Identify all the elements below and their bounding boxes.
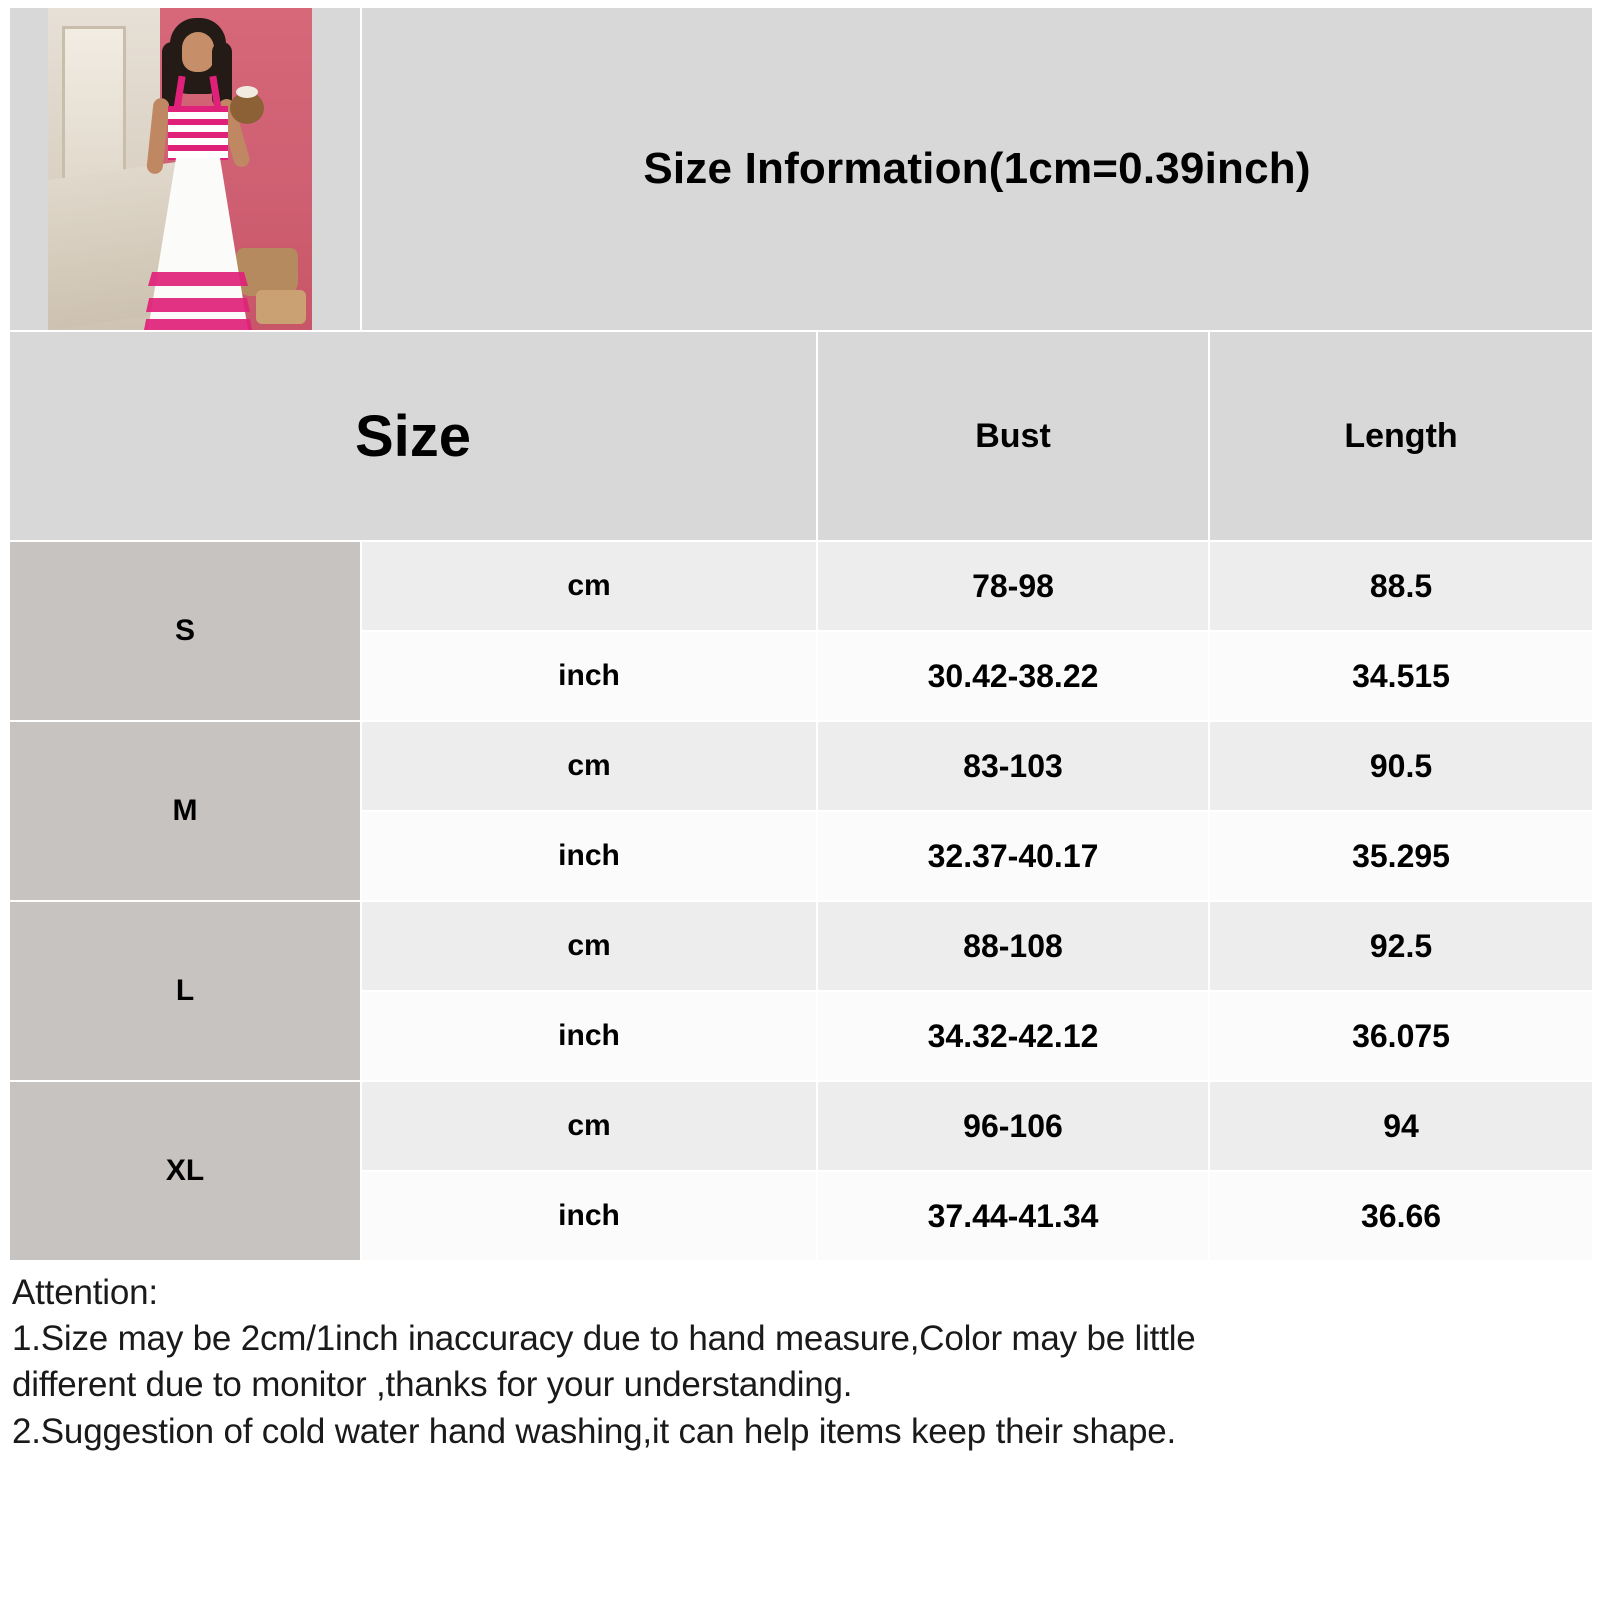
length-value-s-inch: 34.515 (1209, 631, 1593, 721)
column-header-size-label: Size (354, 403, 472, 469)
page-title: Size Information(1cm=0.39inch) (643, 144, 1311, 193)
bust-value-m-inch: 32.37-40.17 (817, 811, 1209, 901)
size-label-s: S (9, 541, 361, 721)
bust-value-xl-cm: 96-106 (817, 1081, 1209, 1171)
arm-left-icon (146, 97, 170, 174)
attention-line-3: 2.Suggestion of cold water hand washing,it can help items keep their shape. (12, 1411, 1177, 1451)
header-row (9, 7, 1593, 331)
length-value-xl-inch: 36.66 (1209, 1171, 1593, 1261)
length-value-xl-cm: 94 (1209, 1081, 1593, 1171)
column-header-size (9, 331, 817, 541)
column-header-bust-label: Bust (975, 416, 1051, 455)
chevron-trim-2 (146, 298, 250, 312)
chevron-trim-1 (148, 272, 248, 286)
unit-cell-s-cm: cm (361, 541, 817, 631)
attention-heading: Attention: (12, 1273, 158, 1312)
product-thumbnail-cell (9, 7, 361, 331)
photo-backdrop (48, 8, 312, 330)
size-chart-table (8, 6, 1594, 1262)
length-value-l-cm: 92.5 (1209, 901, 1593, 991)
attention-line-1: 1.Size may be 2cm/1inch inaccuracy due to hand measure,Color may be little (12, 1319, 1196, 1359)
unit-cell-xl-inch: inch (361, 1171, 817, 1261)
bust-value-l-cm: 88-108 (817, 901, 1209, 991)
length-value-m-cm: 90.5 (1209, 721, 1593, 811)
bust-value-s-inch: 30.42-38.22 (817, 631, 1209, 721)
coconut-top-icon (236, 86, 258, 98)
column-header-bust (817, 331, 1209, 541)
column-header-row (9, 331, 1593, 541)
attention-line-2: different due to monitor ,thanks for your understanding. (12, 1365, 853, 1405)
table-row (9, 721, 1593, 811)
unit-cell-s-inch: inch (361, 631, 817, 721)
bust-value-s-cm: 78-98 (817, 541, 1209, 631)
dress-bodice (168, 106, 228, 160)
product-thumbnail-image (48, 8, 312, 330)
bust-value-xl-inch: 37.44-41.34 (817, 1171, 1209, 1261)
unit-cell-m-cm: cm (361, 721, 817, 811)
unit-cell-l-cm: cm (361, 901, 817, 991)
table-row (9, 1081, 1593, 1171)
unit-cell-xl-cm: cm (361, 1081, 817, 1171)
table-row (9, 541, 1593, 631)
size-label-l: L (9, 901, 361, 1081)
size-label-m: M (9, 721, 361, 901)
length-value-m-inch: 35.295 (1209, 811, 1593, 901)
unit-cell-m-inch: inch (361, 811, 817, 901)
length-value-s-cm: 88.5 (1209, 541, 1593, 631)
unit-cell-l-inch: inch (361, 991, 817, 1081)
chevron-trim-3 (144, 319, 252, 330)
face-icon (182, 32, 214, 72)
model-figure (126, 14, 264, 330)
attention-section (8, 1268, 1592, 1455)
column-header-length-label: Length (1344, 416, 1458, 455)
bust-value-m-cm: 83-103 (817, 721, 1209, 811)
length-value-l-inch: 36.075 (1209, 991, 1593, 1081)
size-information-title-cell (361, 7, 1593, 331)
bust-value-l-inch: 34.32-42.12 (817, 991, 1209, 1081)
table-row (9, 901, 1593, 991)
column-header-length (1209, 331, 1593, 541)
size-label-xl: XL (9, 1081, 361, 1261)
